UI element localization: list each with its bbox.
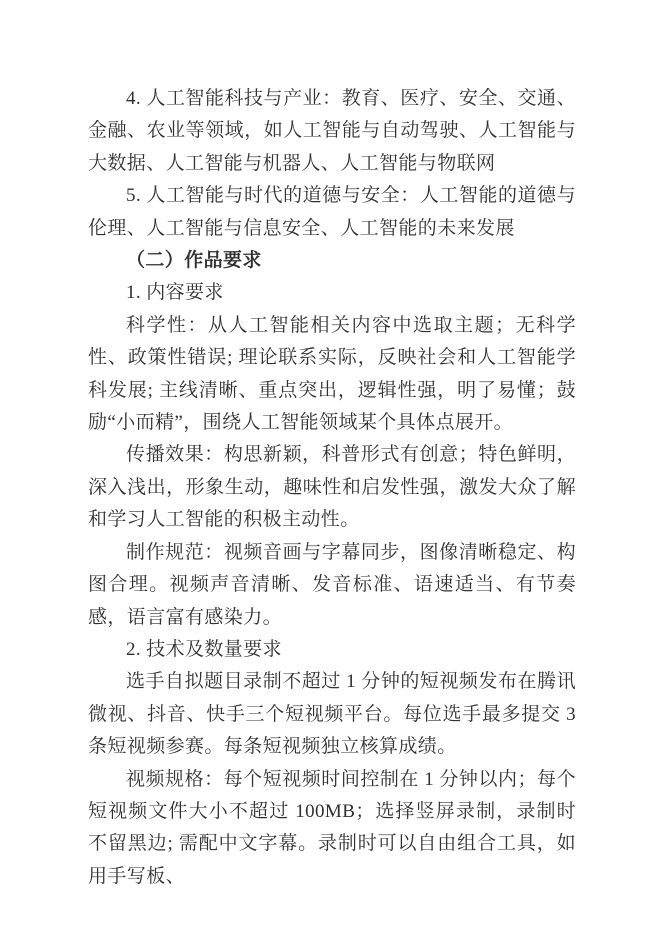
paragraph-7: 制作规范：视频音画与字幕同步，图像清晰稳定、构图合理。视频声音清晰、发音标准、语速适当、有节奏感，语言富有感染力。: [88, 541, 576, 628]
paragraph-5: 科学性：从人工智能相关内容中选取主题；无科学性、政策性错误; 理论联系实际，反映社会和人工智能学科发展; 主线清晰、重点突出，逻辑性强，明了易懂；鼓励“小而精”，围绕人工智能领域某个具体点展开。: [88, 314, 576, 434]
paragraph-6: 传播效果：构思新颖，科普形式有创意；特色鲜明，深入浅出，形象生动，趣味性和启发性强，激发大众了解和学习人工智能的积极主动性。: [88, 444, 576, 531]
paragraph-2: 5. 人工智能与时代的道德与安全：人工智能的道德与伦理、人工智能与信息安全、人工智能的未来发展: [88, 185, 576, 239]
section-heading: （二）作品要求: [126, 250, 262, 272]
paragraph-1: 4. 人工智能科技与产业：教育、医疗、安全、交通、金融、农业等领域，如人工智能与自动驾驶、人工智能与大数据、人工智能与机器人、人工智能与物联网: [88, 88, 576, 174]
paragraph-9: 选手自拟题目录制不超过 1 分钟的短视频发布在腾讯微视、抖音、快手三个短视频平台。每位选手最多提交 3 条短视频参赛。每条短视频独立核算成绩。: [88, 671, 576, 758]
paragraph-10: 视频规格：每个短视频时间控制在 1 分钟以内；每个短视频文件大小不超过 100MB；选择竖屏录制，录制时不留黑边; 需配中文字幕。录制时可以自由组合工具，如用手写板、: [88, 768, 576, 887]
document-body: [88, 83, 576, 893]
paragraph-8: 2. 技术及数量要求: [126, 638, 283, 660]
paragraph-4: 1. 内容要求: [126, 282, 224, 304]
